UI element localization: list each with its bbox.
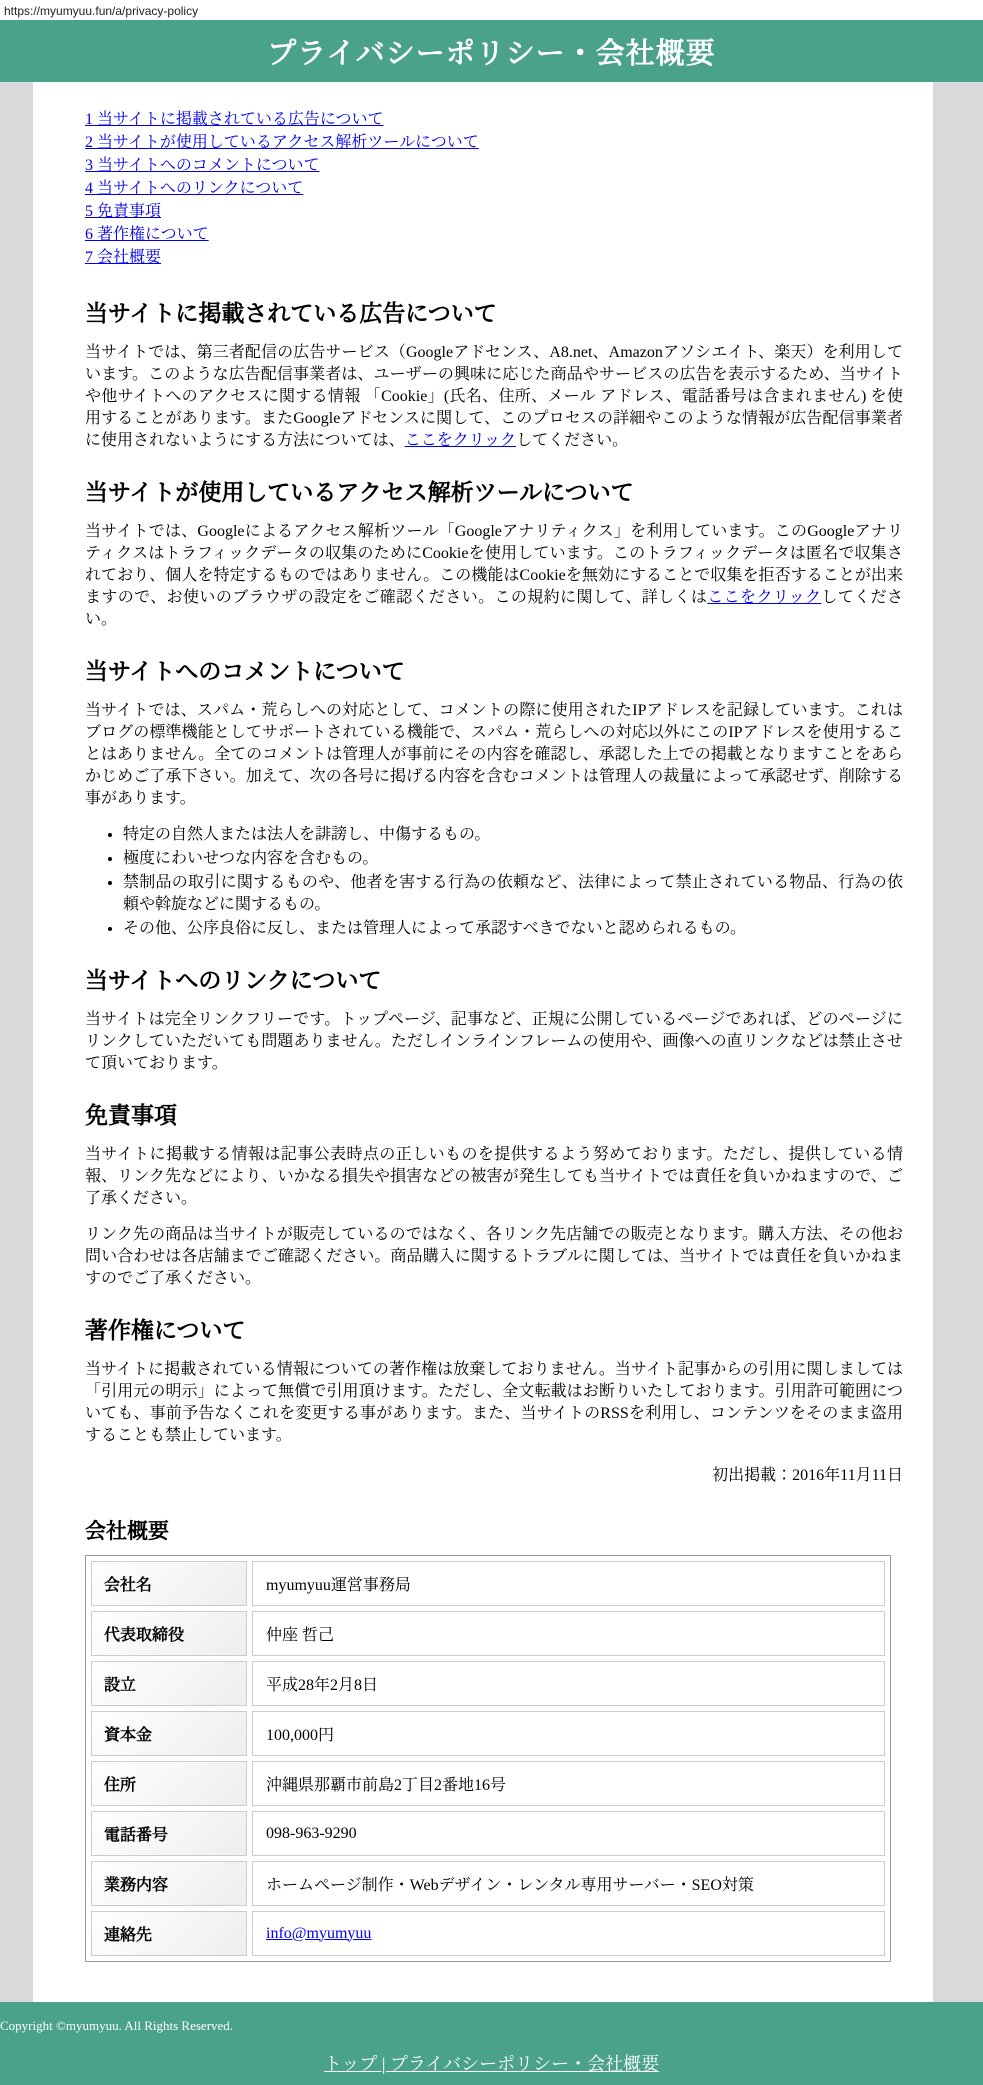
- table-row: [91, 1711, 885, 1756]
- comment-rule-item: • その他、公序良俗に反し、または管理人によって承認すべきでないと認められるもの。: [123, 918, 903, 940]
- section-copyright-heading: 著作権について: [85, 1317, 246, 1343]
- footer-copyright: Copyright ©myumyuu. All Rights Reserved.: [0, 2018, 234, 2033]
- toc-link-copyright[interactable]: 6 著作権について: [85, 226, 209, 243]
- company-row-value: 仲座 哲己: [252, 1611, 885, 1656]
- page-header: [0, 20, 983, 82]
- comment-rule-item: • 極度にわいせつな内容を含むもの。: [123, 848, 903, 870]
- section-ads-text-after: してください。: [516, 432, 629, 449]
- comment-rules-list: [85, 824, 903, 940]
- table-row: [91, 1811, 885, 1856]
- company-row-value: 100,000円: [252, 1711, 885, 1756]
- section-links-body: 当サイトは完全リンクフリーです。トップページ、記事など、正規に公開しているページであれば、どのページにリンクしていただいても問題ありません。ただしインラインフレームの使用や、画像への直リンクなどは禁止させて頂いております。: [85, 1011, 903, 1072]
- company-row-label: 資本金: [91, 1711, 247, 1756]
- company-row-value: [252, 1911, 885, 1956]
- table-row: [91, 1911, 885, 1956]
- section-links-heading: 当サイトへのリンクについて: [85, 967, 382, 993]
- toc-link-ads[interactable]: 1 当サイトに掲載されている広告について: [85, 111, 384, 128]
- toc-link-analytics[interactable]: 2 当サイトが使用しているアクセス解析ツールについて: [85, 134, 479, 151]
- ads-optout-link[interactable]: ここをクリック: [404, 432, 517, 449]
- section-links: [85, 962, 903, 1075]
- table-row: [91, 1561, 885, 1606]
- section-comments-body: 当サイトでは、スパム・荒らしへの対応として、コメントの際に使用されたIPアドレスを記録しています。これはブログの標準機能としてサポートされている機能で、スパム・荒らしへの対応以外にこのIPアドレスを使用することはありません。全てのコメントは管理人が事前にその内容を確認し、承認した上での掲載となりますことをあらかじめご了承下さい。加えて、次の各号に掲げる内容を含むコメントは管理人の裁量によって承認せず、削除する事があります。: [85, 702, 903, 807]
- section-analytics-text: 当サイトでは、Googleによるアクセス解析ツール「Googleアナリティクス」を利用しています。このGoogleアナリティクスはトラフィックデータの収集のためにCookieを使用しています。このトラフィックデータは匿名で収集されており、個人を特定するものではありません。この機能はCookieを無効にすることで収集を拒否することが出来ますので、お使いのブラウザの設定をご確認ください。この規約に関して、詳しくは: [85, 523, 903, 606]
- footer-nav: [0, 2050, 983, 2076]
- section-disclaimer: [85, 1097, 903, 1290]
- section-disclaimer-body-2: リンク先の商品は当サイトが販売しているのではなく、各リンク先店舗での販売となります。購入方法、その他お問い合わせは各店舗までご確認ください。商品購入に関するトラブルに関しては、当サイトでは責任を負いかねますのでご了承ください。: [85, 1226, 903, 1287]
- section-disclaimer-body-1: 当サイトに掲載する情報は記事公表時点の正しいものを提供するよう努めております。ただし、提供している情報、リンク先などにより、いかなる損失や損害などの被害が発生しても当サイトでは責任を負いかねますので、ご了承ください。: [85, 1146, 903, 1207]
- table-of-contents: [85, 108, 903, 269]
- toc-link-links[interactable]: 4 当サイトへのリンクについて: [85, 180, 304, 197]
- company-row-label: 電話番号: [91, 1811, 247, 1856]
- company-table: [85, 1555, 891, 1962]
- table-row: [91, 1761, 885, 1806]
- footer-nav-link[interactable]: トップ | プライバシーポリシー・会社概要: [323, 2054, 660, 2074]
- table-row: [91, 1611, 885, 1656]
- section-copyright-body: 当サイトに掲載されている情報についての著作権は放棄しておりません。当サイト記事からの引用に関しましては「引用元の明示」によって無償で引用頂けます。ただし、全文転載はお断りいたしております。引用許可範囲についても、事前予告なくこれを変更する事があります。また、当サイトのRSSを利用し、コンテンツをそのまま盗用することも禁止しています。: [85, 1361, 903, 1444]
- toc-link-disclaimer[interactable]: 5 免責事項: [85, 203, 162, 220]
- section-analytics: [85, 474, 903, 631]
- table-row: [91, 1661, 885, 1706]
- company-row-value: myumyuu運営事務局: [252, 1561, 885, 1606]
- section-analytics-text-after: してください。: [85, 589, 903, 628]
- section-copyright: [85, 1312, 903, 1487]
- section-analytics-body: [85, 521, 903, 631]
- company-row-value: 沖縄県那覇市前島2丁目2番地16号: [252, 1761, 885, 1806]
- table-row: [91, 1861, 885, 1906]
- company-row-label: 代表取締役: [91, 1611, 247, 1656]
- analytics-policy-link[interactable]: ここをクリック: [707, 589, 822, 606]
- comment-rule-item: • 特定の自然人または法人を誹謗し、中傷するもの。: [123, 824, 903, 846]
- section-comments: [85, 653, 903, 940]
- section-company: [85, 1515, 903, 1962]
- section-ads: [85, 295, 903, 452]
- company-row-value: ホームページ制作・Webデザイン・レンタル専用サーバー・SEO対策: [252, 1861, 885, 1906]
- section-disclaimer-heading: 免責事項: [85, 1102, 177, 1128]
- company-row-value: 平成28年2月8日: [252, 1661, 885, 1706]
- toc-link-company[interactable]: 7 会社概要: [85, 249, 162, 266]
- section-comments-heading: 当サイトへのコメントについて: [85, 658, 405, 684]
- section-ads-heading: 当サイトに掲載されている広告について: [85, 300, 497, 326]
- section-ads-text: 当サイトでは、第三者配信の広告サービス（Googleアドセンス、A8.net、Amazonアソシエイト、楽天）を利用しています。このような広告配信事業者は、ユーザーの興味に応じた商品やサービスの広告を表示するため、当サイトや他サイトへのアクセスに関する情報 「Cookie」(氏名、住所、メール アドレス、電話番号は含まれません) を使用することがあります。またGoogleアドセンスに関して、このプロセスの詳細やこのような情報が広告配信事業者に使用されないようにする方法については、: [85, 344, 903, 449]
- toc-link-comments[interactable]: 3 当サイトへのコメントについて: [85, 157, 320, 174]
- page-title: プライバシーポリシー・会社概要: [267, 37, 716, 70]
- company-row-label: 住所: [91, 1761, 247, 1806]
- footer: [0, 2002, 983, 2085]
- comment-rule-item: • 禁制品の取引に関するものや、他者を害する行為の依頼など、法律によって禁止されている物品、行為の依頼や斡旋などに関するもの。: [123, 872, 903, 916]
- section-company-heading: 会社概要: [85, 1520, 169, 1543]
- page-background: [0, 82, 983, 2002]
- first-published-date: 初出掲載：2016年11月11日: [712, 1467, 903, 1484]
- section-ads-body: [85, 342, 903, 452]
- company-row-label: 会社名: [91, 1561, 247, 1606]
- company-row-label: 連絡先: [91, 1911, 247, 1956]
- content-area: [33, 82, 933, 2002]
- company-row-value: 098-963-9290: [252, 1811, 885, 1856]
- company-row-label: 設立: [91, 1661, 247, 1706]
- section-analytics-heading: 当サイトが使用しているアクセス解析ツールについて: [85, 479, 634, 505]
- contact-email-link[interactable]: info@myumyuu: [266, 1924, 372, 1942]
- company-row-label: 業務内容: [91, 1861, 247, 1906]
- browser-url[interactable]: https://myumyuu.fun/a/privacy-policy: [0, 0, 983, 20]
